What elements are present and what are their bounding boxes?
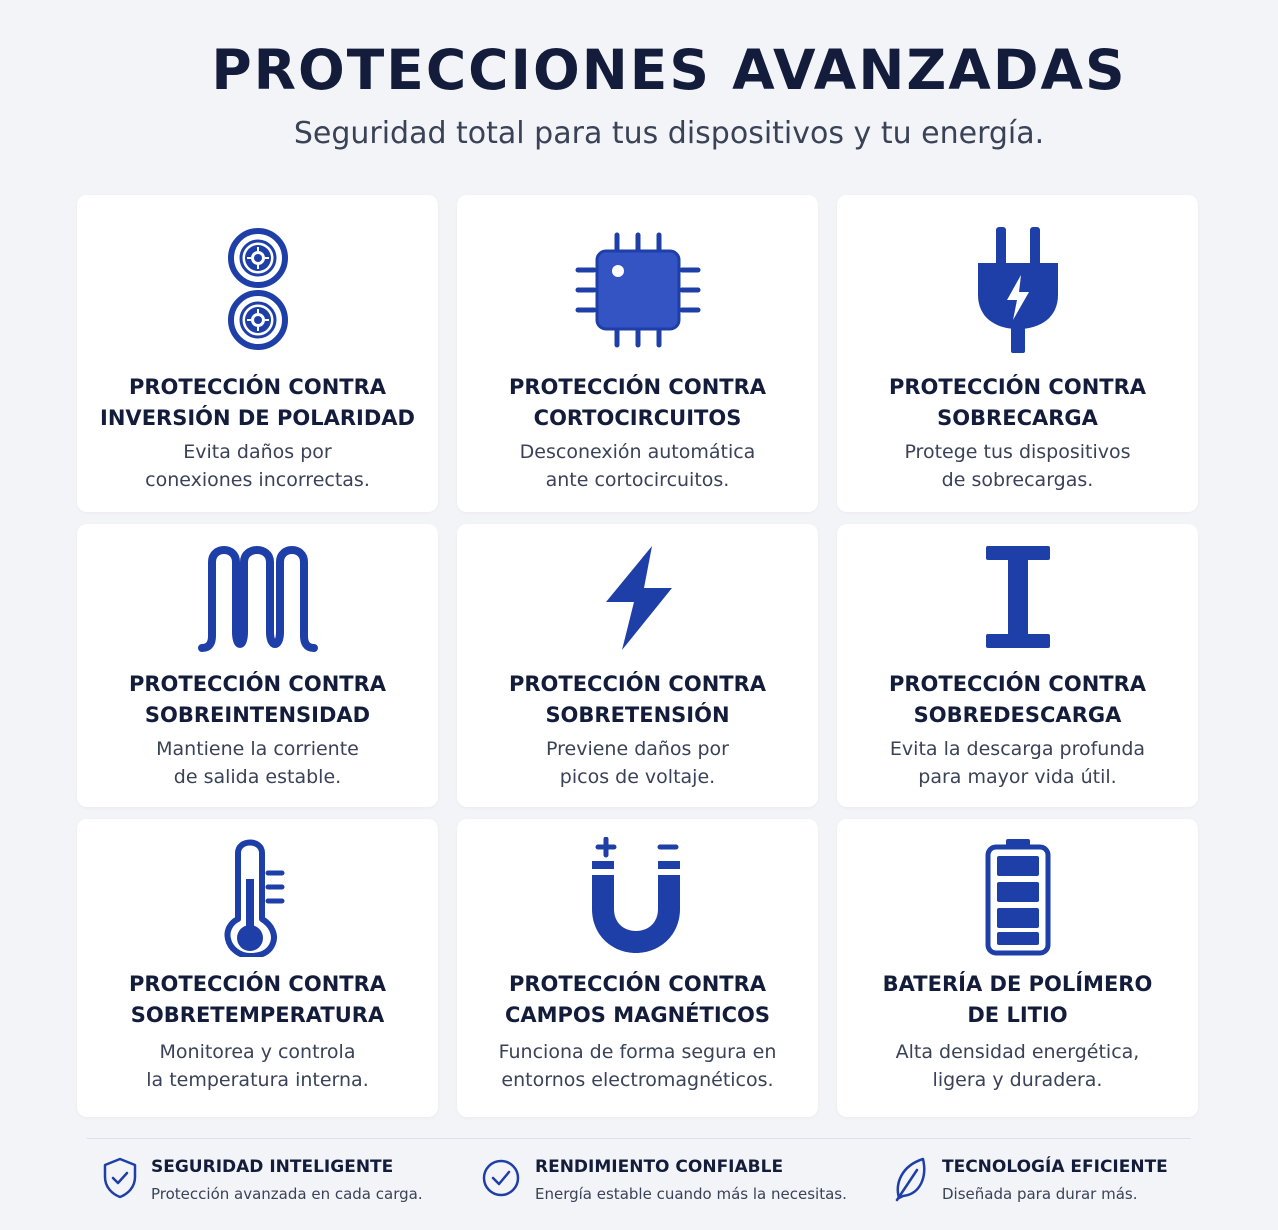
card-heading: PROTECCIÓN CONTRA SOBREDESCARGA — [888, 672, 1147, 727]
card-overcharge — [837, 195, 1198, 512]
footer-divider — [87, 1138, 1191, 1139]
card-description: Evita la descarga profunda para mayor vida útil. — [889, 738, 1146, 788]
protections-grid — [77, 195, 1198, 1117]
card-overtemperature — [77, 819, 438, 1117]
card-description: Previene daños por picos de voltaje. — [546, 738, 729, 788]
battery-icon — [837, 837, 1198, 957]
footer-description: Diseñada para durar más. — [942, 1185, 1138, 1203]
card-heading: PROTECCIÓN CONTRA INVERSIÓN DE POLARIDAD — [100, 375, 415, 430]
resistor-coil-icon — [77, 542, 438, 652]
check-circle-icon — [482, 1156, 522, 1204]
magnet-icon — [457, 837, 818, 957]
card-description: Desconexión automática ante cortocircuitos. — [519, 441, 756, 491]
card-short-circuit — [457, 195, 818, 512]
card-description: Monitorea y controla la temperatura interna. — [146, 1041, 369, 1091]
page-title: PROTECCIONES AVANZADAS — [211, 38, 1127, 102]
page-subtitle: Seguridad total para tus dispositivos y tu energía. — [293, 116, 1045, 151]
card-heading: PROTECCIÓN CONTRA SOBRECARGA — [888, 375, 1147, 430]
card-heading: PROTECCIÓN CONTRA SOBRETENSIÓN — [508, 672, 767, 727]
plug-icon — [837, 225, 1198, 355]
card-heading: BATERÍA DE POLÍMERO DE LITIO — [882, 972, 1153, 1027]
card-heading: PROTECCIÓN CONTRA CAMPOS MAGNÉTICOS — [504, 972, 771, 1027]
card-heading: PROTECCIÓN CONTRA SOBREINTENSIDAD — [128, 672, 387, 727]
footer-title: TECNOLOGÍA EFICIENTE — [942, 1157, 1168, 1177]
card-lithium-battery — [837, 819, 1198, 1117]
polarity-terminals-icon — [77, 225, 438, 355]
shield-check-icon — [102, 1156, 138, 1204]
card-description: Alta densidad energética, ligera y duradera. — [895, 1041, 1140, 1091]
card-overcurrent — [77, 524, 438, 807]
footer-description: Protección avanzada en cada carga. — [151, 1185, 423, 1203]
card-description: Funciona de forma segura en entornos electromagnéticos. — [498, 1041, 777, 1091]
lightning-icon — [457, 542, 818, 652]
thermometer-icon — [77, 837, 438, 957]
leaf-icon — [893, 1156, 929, 1206]
chip-icon — [457, 225, 818, 355]
card-heading: PROTECCIÓN CONTRA CORTOCIRCUITOS — [508, 375, 767, 430]
card-description: Evita daños por conexiones incorrectas. — [145, 441, 370, 491]
card-overdischarge — [837, 524, 1198, 807]
card-description: Mantiene la corriente de salida estable. — [156, 738, 359, 788]
footer-description: Energía estable cuando más la necesitas. — [535, 1185, 847, 1203]
card-overvoltage — [457, 524, 818, 807]
footer-title: SEGURIDAD INTELIGENTE — [151, 1157, 394, 1177]
i-beam-icon — [837, 542, 1198, 652]
card-polarity — [77, 195, 438, 512]
footer-title: RENDIMIENTO CONFIABLE — [535, 1157, 784, 1177]
card-magnetic-fields — [457, 819, 818, 1117]
card-heading: PROTECCIÓN CONTRA SOBRETEMPERATURA — [128, 972, 387, 1027]
card-description: Protege tus dispositivos de sobrecargas. — [904, 441, 1131, 491]
